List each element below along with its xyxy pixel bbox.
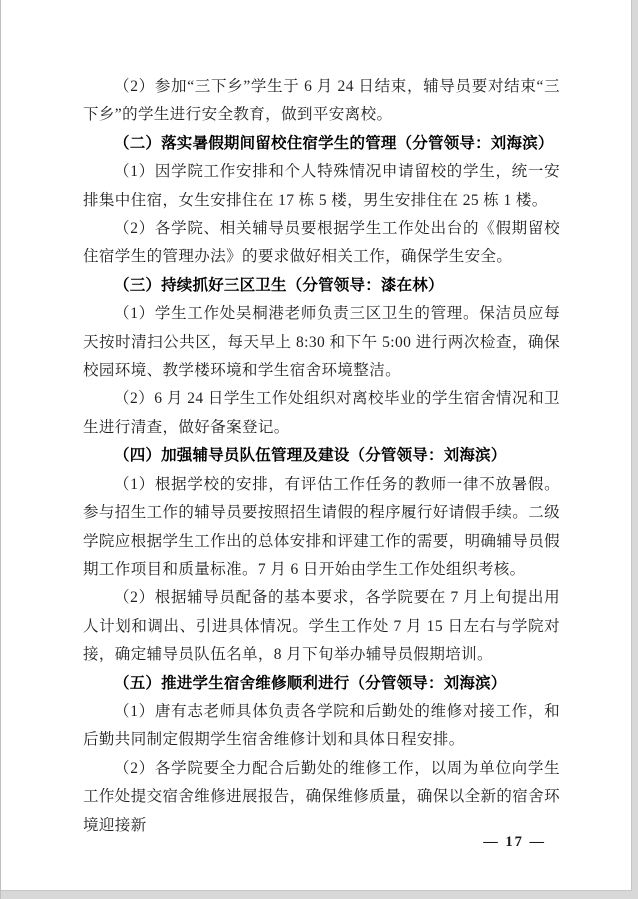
paragraph: （1）因学院工作安排和个人特殊情况申请留校的学生，统一安排集中住宿，女生安排住在 17 栋 5 楼，男生安排住在 25 栋 1 楼。 [83,163,560,209]
paragraph: （2）参加“三下乡”学生于 6 月 24 日结束，辅导员要对结束“三下乡”的学生进行安全教育，做到平安离校。 [83,78,560,124]
paragraph: （1）根据学校的安排，有评估工作任务的教师一律不放暑假。参与招生工作的辅导员要按照招生请假的程序履行好请假手续。二级学院应根据学生工作出的总体安排和评建工作的需要，明确辅导员假期工作项目和质量标准。7 月 6 日开始由学生工作处组织考核。 [83,475,561,578]
page-number: — 17 — [483,834,546,850]
paragraph: （2）6 月 24 日学生工作处组织对离校毕业的学生宿舍情况和卫生进行清查，做好备案登记。 [83,390,560,436]
paragraph: （2）各学院、相关辅导员要根据学生工作处出台的《假期留校住宿学生的管理办法》的要求做好相关工作，确保学生安全。 [83,220,560,266]
paragraph: （2）根据辅导员配备的基本要求，各学院要在 7 月上旬提出用人计划和调出、引进具体情况。学生工作处 7 月 15 日左右与学院对接，确定辅导员队伍名单，8 月下旬举办辅导员假期培训。 [83,589,560,664]
section-heading: （四）加强辅导员队伍管理及建设（分管领导：刘海滨） [114,447,507,465]
section-heading: （二）落实暑假期间留校住宿学生的管理（分管领导：刘海滨） [114,134,554,152]
paragraph: （1）学生工作处吴桐港老师负责三区卫生的管理。保洁员应每天按时清扫公共区，每天早上 8:30 和下午 5:00 进行两次检查，确保校园环境、教学楼环境和学生宿舍环境整洁。 [83,305,560,380]
paragraph: （2）各学院要全力配合后勤处的维修工作，以周为单位向学生工作处提交宿舍维修进展报告，确保维修质量，确保以全新的宿舍环境迎接新 [83,759,561,834]
section-heading: （三）持续抓好三区卫生（分管领导：漆在林） [114,276,444,294]
paragraph: （1）唐有志老师具体负责各学院和后勤处的维修对接工作，和后勤共同制定假期学生宿舍维修计划和具体日程安排。 [83,702,560,749]
section-heading: （五）推进学生宿舍维修顺利进行（分管领导：刘海滨） [114,674,507,692]
